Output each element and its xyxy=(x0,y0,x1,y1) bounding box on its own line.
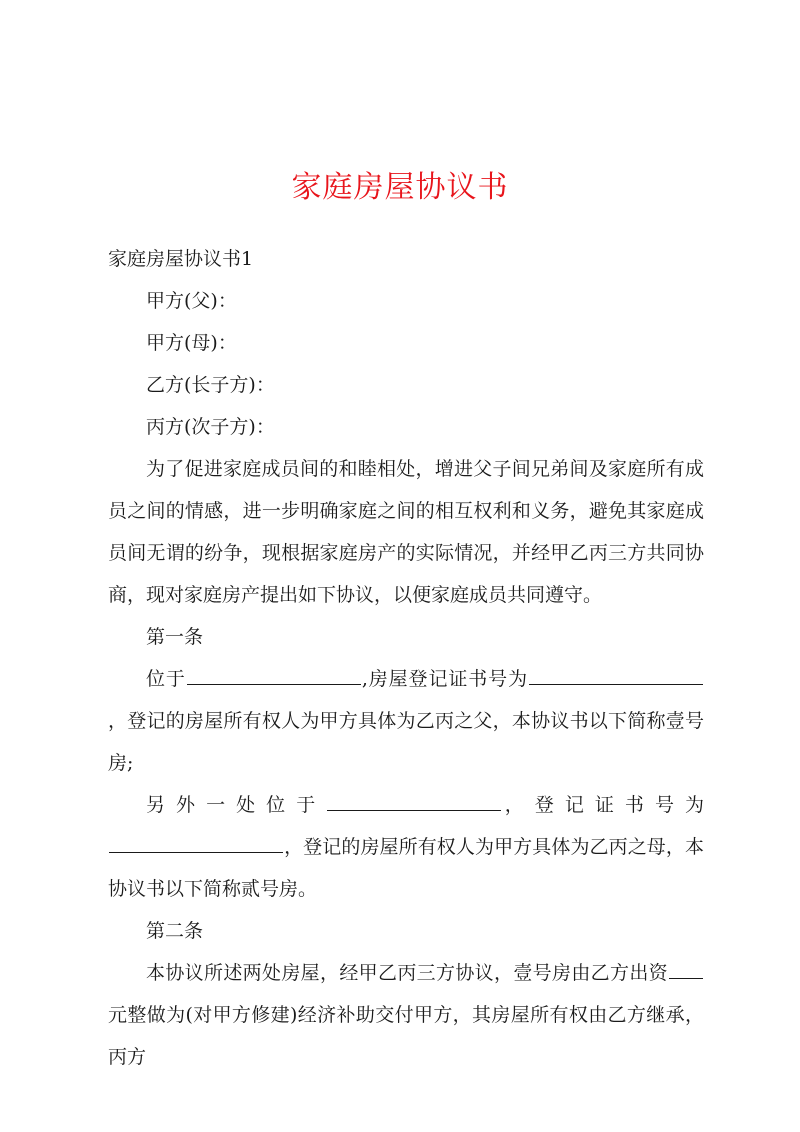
party-b: 乙方(长子方)： xyxy=(146,374,275,396)
text-segment: ，登记的房屋所有权人为甲方具体为乙丙之父，本协议书以下简称壹号房; xyxy=(108,710,704,774)
article-1-paragraph-1 xyxy=(108,658,704,784)
text-segment: 位于 xyxy=(146,668,186,690)
document-body xyxy=(108,238,704,1078)
article-1-heading: 第一条 xyxy=(146,626,204,648)
party-a-father: 甲方(父)： xyxy=(146,290,237,312)
text-segment: ， 登 记 证 书 号 为 xyxy=(502,794,704,816)
document-subtitle: 家庭房屋协议书1 xyxy=(108,248,254,270)
text-segment: 另 外 一 处 位 于 xyxy=(146,794,318,816)
text-segment: 本协议所述两处房屋，经甲乙丙三方协议，壹号房由乙方出资 xyxy=(146,962,668,984)
article-2-paragraph-1 xyxy=(108,952,704,1078)
blank-line-certificate xyxy=(529,664,703,685)
text-segment: ，登记的房屋所有权人为甲方具体为乙丙之母，本协议书以下简称贰号房。 xyxy=(108,836,704,900)
blank-line-location-2 xyxy=(327,790,501,811)
text-segment: ,房屋登记证书号为 xyxy=(361,668,528,690)
text-segment: 元整做为(对甲方修建)经济补助交付甲方，其房屋所有权由乙方继承，丙方 xyxy=(108,1004,704,1068)
article-1-paragraph-3 xyxy=(108,826,704,910)
party-a-mother: 甲方(母)： xyxy=(146,332,237,354)
blank-line-amount xyxy=(669,958,703,979)
article-1-paragraph-2 xyxy=(108,784,704,826)
blank-line-location xyxy=(187,664,361,685)
preamble-paragraph: 为了促进家庭成员间的和睦相处，增进父子间兄弟间及家庭所有成员之间的情感，进一步明确家庭之间的相互权利和义务，避免其家庭成员间无谓的纷争，现根据家庭房产的实际情况，并经甲乙丙三方共同协商，现对家庭房产提出如下协议，以便家庭成员共同遵守。 xyxy=(108,458,704,606)
article-2-heading: 第二条 xyxy=(146,920,204,942)
party-c: 丙方(次子方)： xyxy=(146,416,275,438)
blank-line-certificate-2 xyxy=(109,832,283,853)
document-title: 家庭房屋协议书 xyxy=(291,170,509,205)
